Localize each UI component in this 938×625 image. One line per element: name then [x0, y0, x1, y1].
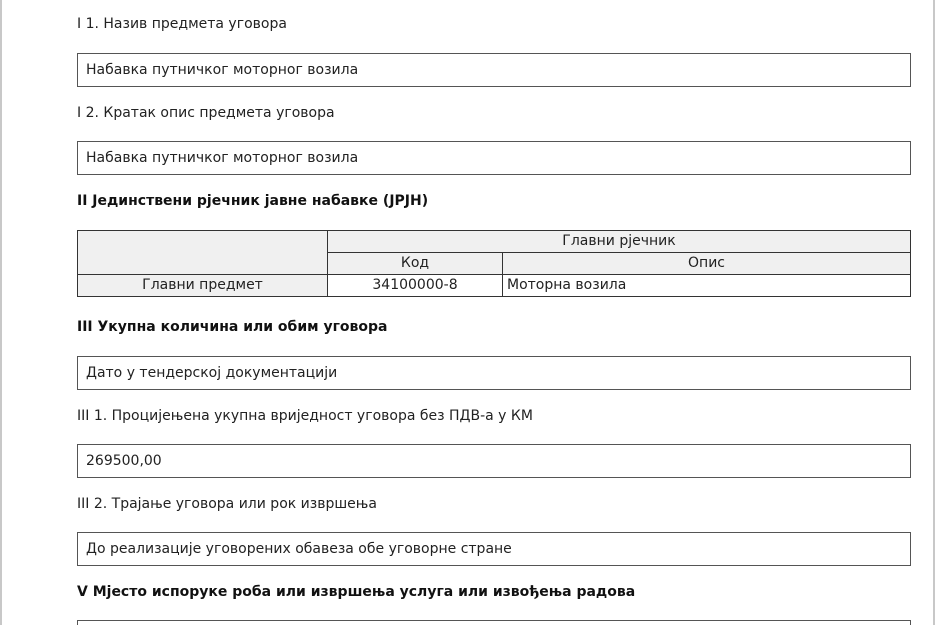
page-left-border	[0, 0, 2, 625]
jpjh-table	[77, 230, 911, 297]
quantity-heading: III Укупна количина или обим уговора	[77, 319, 388, 335]
contract-subject-name-label: І 1. Назив предмета уговора	[77, 16, 287, 32]
estimated-value-field: 269500,00	[77, 444, 911, 478]
jpjh-group-header: Главни рјечник	[328, 231, 911, 253]
jpjh-description-header: Опис	[503, 253, 911, 275]
quantity-field: Дато у тендерској документацији	[77, 356, 911, 390]
jpjh-empty-header	[78, 231, 328, 275]
duration-label: III 2. Трајање уговора или рок извршења	[77, 496, 377, 512]
jpjh-row-label: Главни предмет	[78, 275, 328, 297]
jpjh-row-code: 34100000-8	[328, 275, 503, 297]
delivery-place-heading: V Мјесто испоруке роба или извршења услуга или извођења радова	[77, 584, 636, 600]
duration-field: До реализације уговорених обавеза обе уговорне стране	[77, 532, 911, 566]
jpjh-code-header: Код	[328, 253, 503, 275]
table-row	[78, 275, 911, 297]
contract-subject-name-field: Набавка путничког моторног возила	[77, 53, 911, 87]
estimated-value-label: III 1. Процијењена укупна вриједност уговора без ПДВ-а у КМ	[77, 408, 533, 424]
jpjh-row-description: Моторна возила	[503, 275, 911, 297]
contract-description-field: Набавка путничког моторног возила	[77, 141, 911, 175]
delivery-place-field	[77, 620, 911, 625]
contract-description-label: І 2. Кратак опис предмета уговора	[77, 105, 335, 121]
page-right-border	[933, 0, 935, 625]
jpjh-heading: II Јединствени рјечник јавне набавке (JPJH)	[77, 193, 429, 209]
